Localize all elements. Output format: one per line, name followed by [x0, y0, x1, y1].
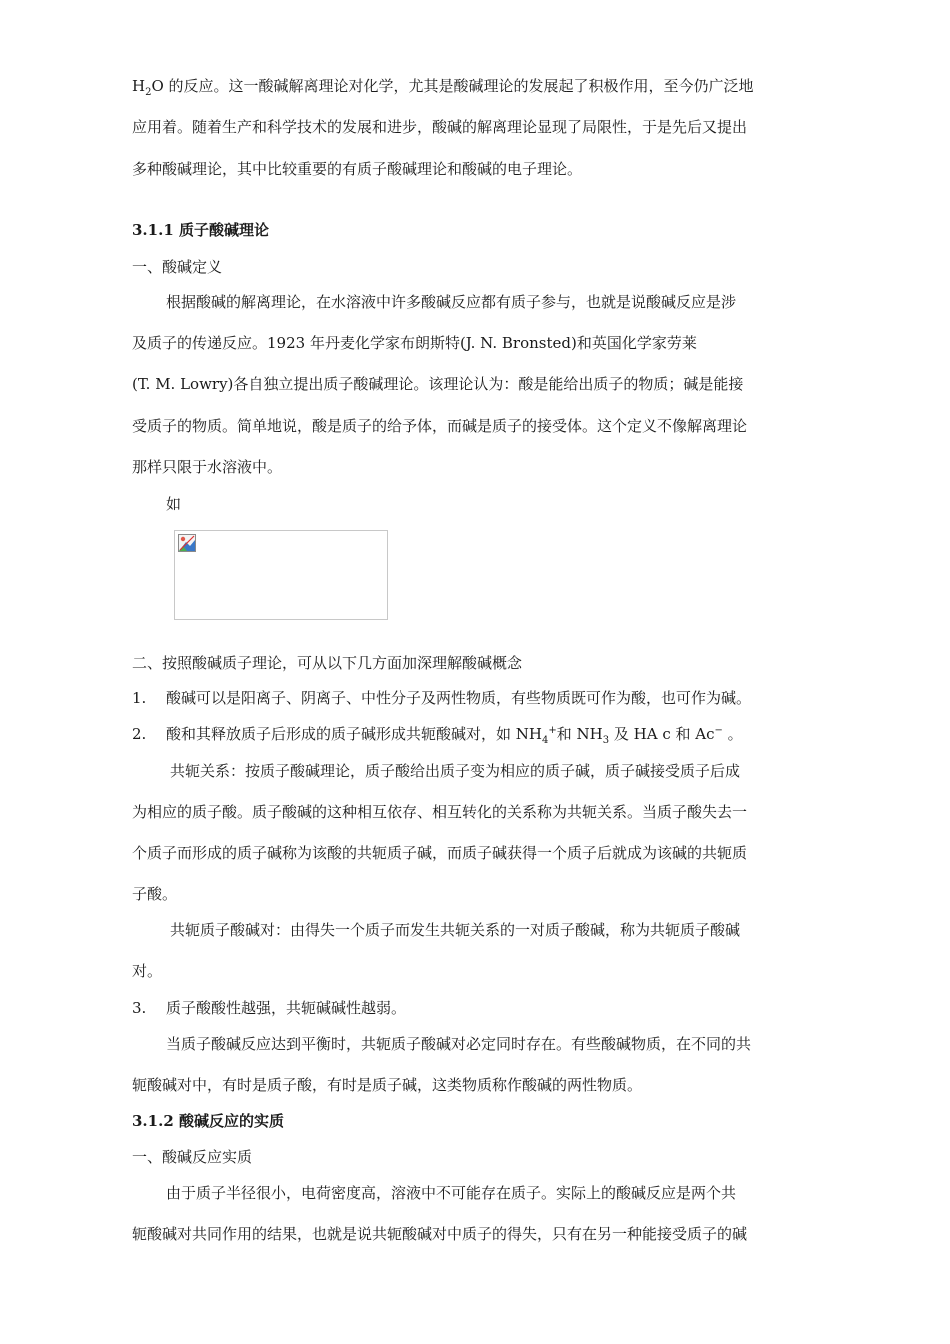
- list-item-3: 3. 质子酸酸性越强，共轭碱碱性越弱。: [132, 999, 407, 1017]
- paragraph-line: 及质子的传递反应。1923 年丹麦化学家布朗斯特(J. N. Bronsted)和英国化学家劳莱: [132, 334, 697, 352]
- paragraph-line: 轭酸碱对共同作用的结果，也就是说共轭酸碱对中质子的得失，只有在另一种能接受质子的碱: [132, 1225, 748, 1243]
- missing-image-placeholder: [174, 530, 388, 620]
- section-heading-3-1-2: 3.1.2 酸碱反应的实质: [132, 1112, 284, 1130]
- paragraph-line: 对。: [132, 962, 163, 980]
- example-label: 如: [166, 495, 182, 513]
- paragraph-line: 共轭关系：按质子酸碱理论，质子酸给出质子变为相应的质子碱，质子碱接受质子后成: [170, 762, 741, 780]
- subheading-understanding: 二、按照酸碱质子理论，可从以下几方面加深理解酸碱概念: [132, 654, 523, 672]
- paragraph-line: 那样只限于水溶液中。: [132, 458, 283, 476]
- broken-image-icon: [178, 534, 196, 552]
- section-heading-3-1-1: 3.1.1 质子酸碱理论: [132, 221, 269, 239]
- subheading-acid-base-definition: 一、酸碱定义: [132, 258, 223, 276]
- list-item-2: 2. 酸和其释放质子后形成的质子碱形成共轭酸碱对，如 $NH_4^+$和 $NH_3$ 及 HA c 和 Ac− 。: [132, 725, 743, 746]
- paragraph-line: (T. M. Lowry)各自独立提出质子酸碱理论。该理论认为：酸是能给出质子的物质；碱是能接: [132, 375, 744, 393]
- paragraph-line: 轭酸碱对中，有时是质子酸，有时是质子碱，这类物质称作酸碱的两性物质。: [132, 1076, 643, 1094]
- subheading-reaction-essence: 一、酸碱反应实质: [132, 1148, 253, 1166]
- intro-line-3: 多种酸碱理论，其中比较重要的有质子酸碱理论和酸碱的电子理论。: [132, 160, 583, 178]
- paragraph-line: 根据酸碱的解离理论，在水溶液中许多酸碱反应都有质子参与，也就是说酸碱反应是涉: [166, 293, 737, 311]
- list-item-1: 1. 酸碱可以是阳离子、阴离子、中性分子及两性物质，有些物质既可作为酸，也可作为碱。: [132, 689, 752, 707]
- paragraph-line: 当质子酸碱反应达到平衡时，共轭质子酸碱对必定同时存在。有些酸碱物质，在不同的共: [166, 1035, 752, 1053]
- paragraph-line: 为相应的质子酸。质子酸碱的这种相互依存、相互转化的关系称为共轭关系。当质子酸失去一: [132, 803, 748, 821]
- paragraph-line: 子酸。: [132, 885, 178, 903]
- paragraph-line: 由于质子半径很小，电荷密度高，溶液中不可能存在质子。实际上的酸碱反应是两个共: [166, 1184, 737, 1202]
- paragraph-line: 共轭质子酸碱对：由得失一个质子而发生共轭关系的一对质子酸碱，称为共轭质子酸碱: [170, 921, 741, 939]
- intro-line-1: $H_2O$ 的反应。这一酸碱解离理论对化学，尤其是酸碱理论的发展起了积极作用，至今仍广泛地: [132, 77, 754, 98]
- paragraph-line: 个质子而形成的质子碱称为该酸的共轭质子碱，而质子碱获得一个质子后就成为该碱的共轭质: [132, 844, 748, 862]
- paragraph-line: 受质子的物质。简单地说，酸是质子的给予体，而碱是质子的接受体。这个定义不像解离理论: [132, 417, 748, 435]
- intro-line-2: 应用着。随着生产和科学技术的发展和进步，酸碱的解离理论显现了局限性，于是先后又提出: [132, 118, 748, 136]
